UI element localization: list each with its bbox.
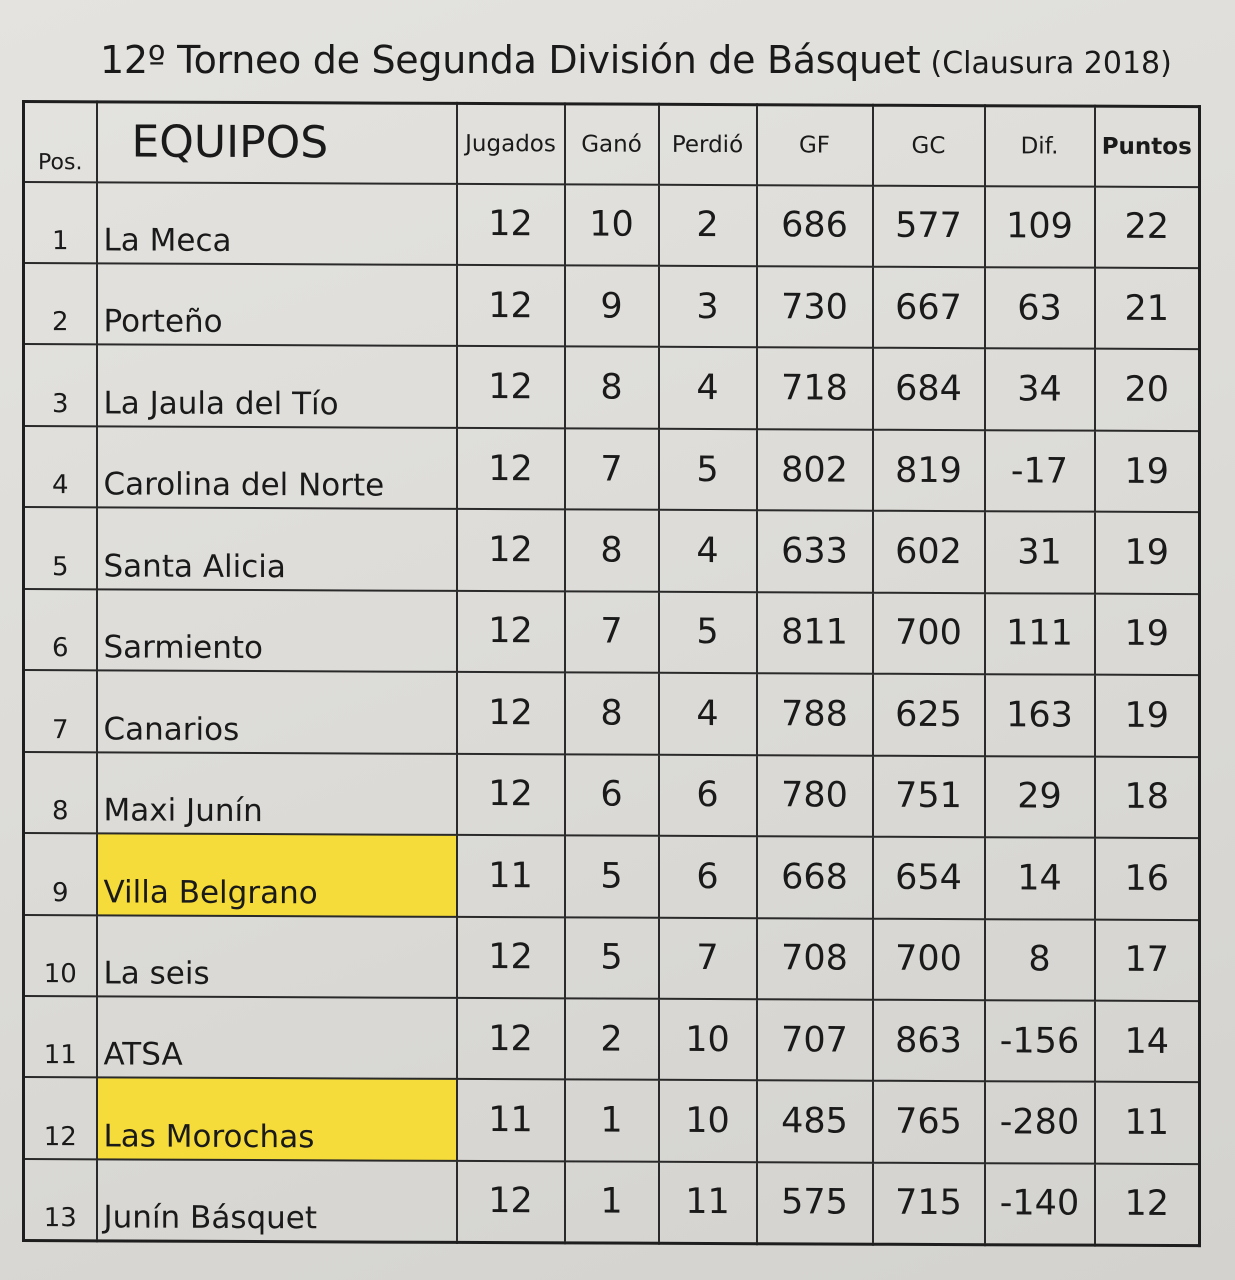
header-gf: GF (757, 105, 873, 186)
header-lost: Perdió (659, 104, 757, 184)
cell-dif: 163 (985, 674, 1095, 756)
cell-points: 19 (1095, 593, 1200, 675)
title-subtitle: (Clausura 2018) (930, 46, 1172, 81)
cell-pos: 9 (24, 833, 97, 915)
cell-points: 16 (1095, 838, 1200, 920)
cell-won: 5 (565, 917, 659, 999)
cell-won: 7 (565, 591, 659, 673)
cell-points: 17 (1095, 919, 1200, 1001)
cell-dif: 109 (985, 186, 1095, 268)
cell-lost: 4 (659, 673, 757, 755)
cell-points: 12 (1095, 1164, 1200, 1246)
cell-dif: 8 (985, 919, 1095, 1001)
cell-team: La Meca (97, 182, 457, 265)
cell-gc: 715 (873, 1163, 985, 1245)
table-row (24, 996, 1200, 1083)
cell-won: 2 (565, 998, 659, 1080)
header-played: Jugados (457, 103, 565, 183)
cell-gc: 700 (873, 918, 985, 1000)
cell-lost: 2 (659, 184, 757, 266)
cell-pos: 5 (24, 507, 97, 589)
cell-dif: -280 (985, 1082, 1095, 1164)
cell-pos: 13 (24, 1159, 97, 1241)
table-row (24, 1077, 1200, 1164)
standings-table (22, 100, 1201, 1247)
cell-won: 8 (565, 347, 659, 429)
cell-won: 8 (565, 673, 659, 755)
cell-lost: 6 (659, 754, 757, 836)
cell-pos: 8 (24, 752, 97, 834)
cell-played: 11 (457, 1079, 565, 1161)
table-row (24, 752, 1200, 839)
cell-team: Sarmiento (97, 589, 457, 672)
cell-gf: 708 (757, 918, 873, 1000)
cell-lost: 4 (659, 347, 757, 429)
cell-gf: 718 (757, 348, 873, 430)
cell-team: La seis (97, 915, 457, 998)
header-dif: Dif. (985, 106, 1095, 186)
cell-lost: 7 (659, 917, 757, 999)
cell-played: 12 (457, 265, 565, 347)
cell-pos: 10 (24, 915, 97, 997)
table-row (24, 182, 1200, 269)
cell-gf: 633 (757, 511, 873, 593)
cell-team: Junín Básquet (97, 1159, 457, 1242)
cell-pos: 6 (24, 589, 97, 671)
cell-won: 10 (565, 184, 659, 266)
cell-team: Maxi Junín (97, 752, 457, 835)
cell-team: Carolina del Norte (97, 426, 457, 509)
cell-played: 12 (457, 754, 565, 836)
cell-points: 19 (1095, 512, 1200, 594)
cell-won: 1 (565, 1080, 659, 1162)
cell-team: Canarios (97, 671, 457, 754)
cell-points: 19 (1095, 431, 1200, 513)
cell-team: Porteño (97, 263, 457, 346)
cell-lost: 10 (659, 1080, 757, 1162)
cell-gf: 575 (757, 1162, 873, 1244)
cell-played: 12 (457, 346, 565, 428)
cell-gc: 700 (873, 592, 985, 674)
cell-points: 11 (1095, 1082, 1200, 1164)
header-points: Puntos (1095, 106, 1200, 186)
cell-played: 12 (457, 509, 565, 591)
cell-pos: 3 (24, 344, 97, 426)
cell-lost: 4 (659, 510, 757, 592)
cell-team: Las Morochas (97, 1078, 457, 1161)
cell-team: Villa Belgrano (97, 833, 457, 916)
cell-lost: 5 (659, 429, 757, 511)
cell-gf: 802 (757, 429, 873, 511)
cell-gf: 788 (757, 673, 873, 755)
cell-points: 19 (1095, 675, 1200, 757)
cell-lost: 11 (659, 1162, 757, 1244)
cell-played: 12 (457, 428, 565, 510)
cell-gc: 667 (873, 267, 985, 349)
cell-points: 20 (1095, 349, 1200, 431)
cell-dif: 111 (985, 593, 1095, 675)
cell-gc: 863 (873, 1000, 985, 1082)
cell-dif: -140 (985, 1163, 1095, 1245)
cell-gf: 707 (757, 999, 873, 1081)
cell-gc: 625 (873, 674, 985, 756)
cell-won: 6 (565, 754, 659, 836)
cell-played: 12 (457, 591, 565, 673)
cell-pos: 12 (24, 1077, 97, 1159)
header-gc: GC (873, 105, 985, 185)
table-row (24, 589, 1200, 676)
cell-gf: 668 (757, 836, 873, 918)
cell-gc: 751 (873, 755, 985, 837)
cell-lost: 6 (659, 836, 757, 918)
cell-gc: 654 (873, 837, 985, 919)
table-body (24, 182, 1200, 1246)
cell-won: 9 (565, 265, 659, 347)
cell-gf: 730 (757, 266, 873, 348)
header-team: EQUIPOS (97, 102, 457, 184)
cell-gf: 686 (757, 185, 873, 267)
header-pos: Pos. (24, 102, 97, 182)
table-row (24, 1159, 1200, 1246)
cell-team: ATSA (97, 996, 457, 1079)
table-row (24, 507, 1200, 594)
header-row (24, 102, 1200, 187)
cell-played: 12 (457, 183, 565, 265)
cell-gf: 811 (757, 592, 873, 674)
table-row (24, 670, 1200, 757)
cell-lost: 3 (659, 266, 757, 348)
cell-pos: 7 (24, 670, 97, 752)
cell-gc: 602 (873, 511, 985, 593)
cell-dif: 34 (985, 349, 1095, 431)
cell-played: 12 (457, 998, 565, 1080)
cell-won: 7 (565, 428, 659, 510)
cell-won: 1 (565, 1161, 659, 1243)
cell-team: Santa Alicia (97, 508, 457, 591)
table-row (24, 833, 1200, 920)
cell-team: La Jaula del Tío (97, 345, 457, 428)
title-main: 12º Torneo de Segunda División de Básquet (100, 38, 921, 82)
header-won: Ganó (565, 104, 659, 184)
cell-pos: 1 (24, 182, 97, 264)
cell-gc: 577 (873, 185, 985, 267)
cell-played: 12 (457, 672, 565, 754)
cell-played: 12 (457, 1161, 565, 1243)
cell-dif: -156 (985, 1000, 1095, 1082)
table-row (24, 426, 1200, 513)
table-row (24, 915, 1200, 1002)
cell-won: 5 (565, 835, 659, 917)
cell-gc: 684 (873, 348, 985, 430)
cell-points: 22 (1095, 186, 1200, 268)
cell-played: 11 (457, 835, 565, 917)
cell-lost: 5 (659, 592, 757, 674)
table-row (24, 263, 1200, 350)
cell-dif: 29 (985, 756, 1095, 838)
cell-points: 21 (1095, 268, 1200, 350)
table-row (24, 344, 1200, 431)
cell-played: 12 (457, 916, 565, 998)
cell-lost: 10 (659, 999, 757, 1081)
cell-points: 18 (1095, 756, 1200, 838)
cell-gc: 765 (873, 1081, 985, 1163)
cell-gf: 485 (757, 1081, 873, 1163)
cell-dif: 63 (985, 267, 1095, 349)
cell-pos: 11 (24, 996, 97, 1078)
document-title (100, 38, 1210, 82)
cell-dif: 14 (985, 837, 1095, 919)
cell-gf: 780 (757, 755, 873, 837)
cell-points: 14 (1095, 1001, 1200, 1083)
cell-pos: 2 (24, 263, 97, 345)
cell-dif: -17 (985, 430, 1095, 512)
cell-gc: 819 (873, 430, 985, 512)
cell-won: 8 (565, 510, 659, 592)
cell-pos: 4 (24, 426, 97, 508)
cell-dif: 31 (985, 512, 1095, 594)
